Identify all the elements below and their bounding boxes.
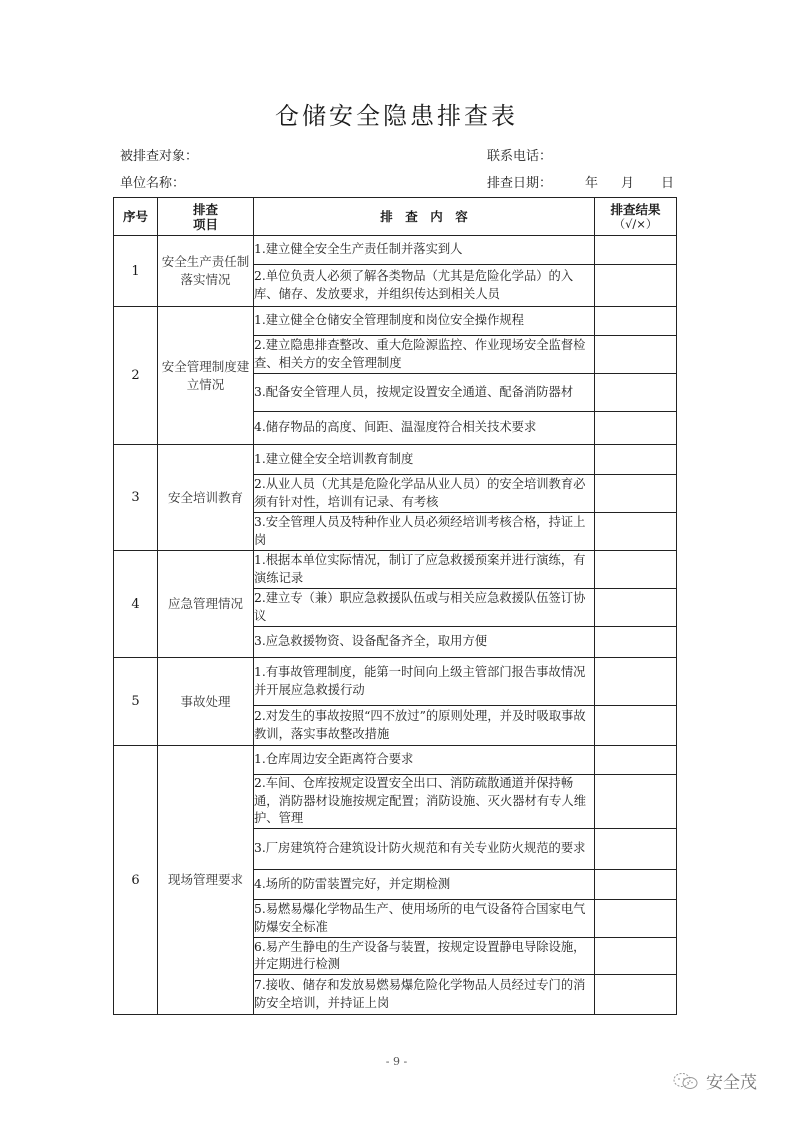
phone-label: 联系电话： bbox=[487, 149, 553, 164]
result-cell[interactable] bbox=[595, 551, 677, 589]
result-cell[interactable] bbox=[595, 265, 677, 307]
group-seq: 6 bbox=[114, 746, 158, 1015]
check-content: 1.建立健全安全生产责任制并落实到人 bbox=[254, 236, 595, 265]
group-item: 应急管理情况 bbox=[158, 551, 254, 658]
check-content: 2.建立专（兼）职应急救援队伍或与相关应急救援队伍签订协议 bbox=[254, 589, 595, 627]
group-item: 安全生产责任制落实情况 bbox=[158, 236, 254, 307]
result-cell[interactable] bbox=[595, 445, 677, 475]
result-cell[interactable] bbox=[595, 307, 677, 336]
check-content: 3.配备安全管理人员，按规定设置安全通道、配备消防器材 bbox=[254, 374, 595, 412]
check-content: 2.对发生的事故按照“四不放过”的原则处理，并及时吸取事故教训，落实事故整改措施 bbox=[254, 706, 595, 746]
check-content: 1.有事故管理制度，能第一时间向上级主管部门报告事故情况并开展应急救援行动 bbox=[254, 658, 595, 706]
result-cell[interactable] bbox=[595, 374, 677, 412]
check-content: 4.场所的防雷装置完好，并定期检测 bbox=[254, 870, 595, 900]
check-content: 2.车间、仓库按规定设置安全出口、消防疏散通道并保持畅通，消防器材设施按规定配置；消防设施、灭火器材有专人维护、管理 bbox=[254, 775, 595, 829]
group-seq: 1 bbox=[114, 236, 158, 307]
table-row bbox=[114, 445, 677, 475]
date-label: 排查日期： bbox=[487, 176, 553, 191]
header-result bbox=[595, 198, 677, 236]
watermark bbox=[672, 1068, 757, 1093]
result-cell[interactable] bbox=[595, 513, 677, 551]
result-cell[interactable] bbox=[595, 236, 677, 265]
check-content: 7.接收、储存和发放易燃易爆危险化学物品人员经过专门的消防安全培训，并持证上岗 bbox=[254, 975, 595, 1015]
group-seq: 4 bbox=[114, 551, 158, 658]
result-cell[interactable] bbox=[595, 589, 677, 627]
unit-name-label: 单位名称： bbox=[120, 176, 186, 191]
table-header-row bbox=[114, 198, 677, 236]
check-content: 3.厂房建筑符合建筑设计防火规范和有关专业防火规范的要求 bbox=[254, 829, 595, 870]
result-cell[interactable] bbox=[595, 975, 677, 1015]
header-item-line2: 项目 bbox=[192, 216, 218, 232]
result-cell[interactable] bbox=[595, 746, 677, 775]
header-item-line1: 排查 bbox=[192, 201, 218, 217]
check-content: 3.安全管理人员及特种作业人员必须经培训考核合格，持证上岗 bbox=[254, 513, 595, 551]
header-item bbox=[158, 198, 254, 236]
result-cell[interactable] bbox=[595, 900, 677, 938]
group-item: 安全培训教育 bbox=[158, 445, 254, 551]
table-row bbox=[114, 236, 677, 265]
result-cell[interactable] bbox=[595, 412, 677, 445]
check-content: 5.易燃易爆化学物品生产、使用场所的电气设备符合国家电气防爆安全标准 bbox=[254, 900, 595, 938]
document-title: 仓储安全隐患排查表 bbox=[275, 102, 518, 130]
result-cell[interactable] bbox=[595, 775, 677, 829]
wechat-icon bbox=[672, 1071, 700, 1091]
group-item: 事故处理 bbox=[158, 658, 254, 746]
result-cell[interactable] bbox=[595, 829, 677, 870]
check-content: 1.仓库周边安全距离符合要求 bbox=[254, 746, 595, 775]
check-content: 4.储存物品的高度、间距、温湿度符合相关技术要求 bbox=[254, 412, 595, 445]
header-result-line1: 排查结果 bbox=[610, 201, 661, 217]
date-month: 月 bbox=[621, 176, 635, 191]
group-seq: 3 bbox=[114, 445, 158, 551]
result-cell[interactable] bbox=[595, 627, 677, 658]
group-item: 安全管理制度建立情况 bbox=[158, 307, 254, 445]
result-cell[interactable] bbox=[595, 658, 677, 706]
date-day: 日 bbox=[661, 176, 675, 191]
result-cell[interactable] bbox=[595, 706, 677, 746]
date-year: 年 bbox=[585, 176, 599, 191]
table-row bbox=[114, 746, 677, 775]
watermark-text: 安全茂 bbox=[706, 1073, 757, 1093]
result-cell[interactable] bbox=[595, 336, 677, 374]
table-row bbox=[114, 307, 677, 336]
result-cell[interactable] bbox=[595, 870, 677, 900]
check-content: 6.易产生静电的生产设备与装置，按规定设置静电导除设施，并定期进行检测 bbox=[254, 938, 595, 975]
result-cell[interactable] bbox=[595, 475, 677, 513]
check-content: 3.应急救援物资、设备配备齐全，取用方便 bbox=[254, 627, 595, 658]
group-seq: 5 bbox=[114, 658, 158, 746]
inspection-table bbox=[113, 197, 677, 1015]
check-content: 1.建立健全安全培训教育制度 bbox=[254, 445, 595, 475]
table-row bbox=[114, 551, 677, 589]
header-content: 排 查 内 容 bbox=[254, 198, 595, 236]
group-item: 现场管理要求 bbox=[158, 746, 254, 1015]
header-result-line2: （√/×） bbox=[613, 216, 658, 231]
check-content: 2.单位负责人必须了解各类物品（尤其是危险化学品）的入库、储存、发放要求，并组织传达到相关人员 bbox=[254, 265, 595, 307]
check-content: 1.根据本单位实际情况，制订了应急救援预案并进行演练，有演练记录 bbox=[254, 551, 595, 589]
group-seq: 2 bbox=[114, 307, 158, 445]
check-content: 2.从业人员（尤其是危险化学品从业人员）的安全培训教育必须有针对性，培训有记录、有考核 bbox=[254, 475, 595, 513]
check-content: 1.建立健全仓储安全管理制度和岗位安全操作规程 bbox=[254, 307, 595, 336]
table-row bbox=[114, 658, 677, 706]
check-content: 2.建立隐患排查整改、重大危险源监控、作业现场安全监督检查、相关方的安全管理制度 bbox=[254, 336, 595, 374]
result-cell[interactable] bbox=[595, 938, 677, 975]
inspected-target-label: 被排查对象： bbox=[120, 149, 199, 164]
page-number: - 9 - bbox=[385, 1055, 408, 1068]
header-seq: 序号 bbox=[114, 198, 158, 236]
